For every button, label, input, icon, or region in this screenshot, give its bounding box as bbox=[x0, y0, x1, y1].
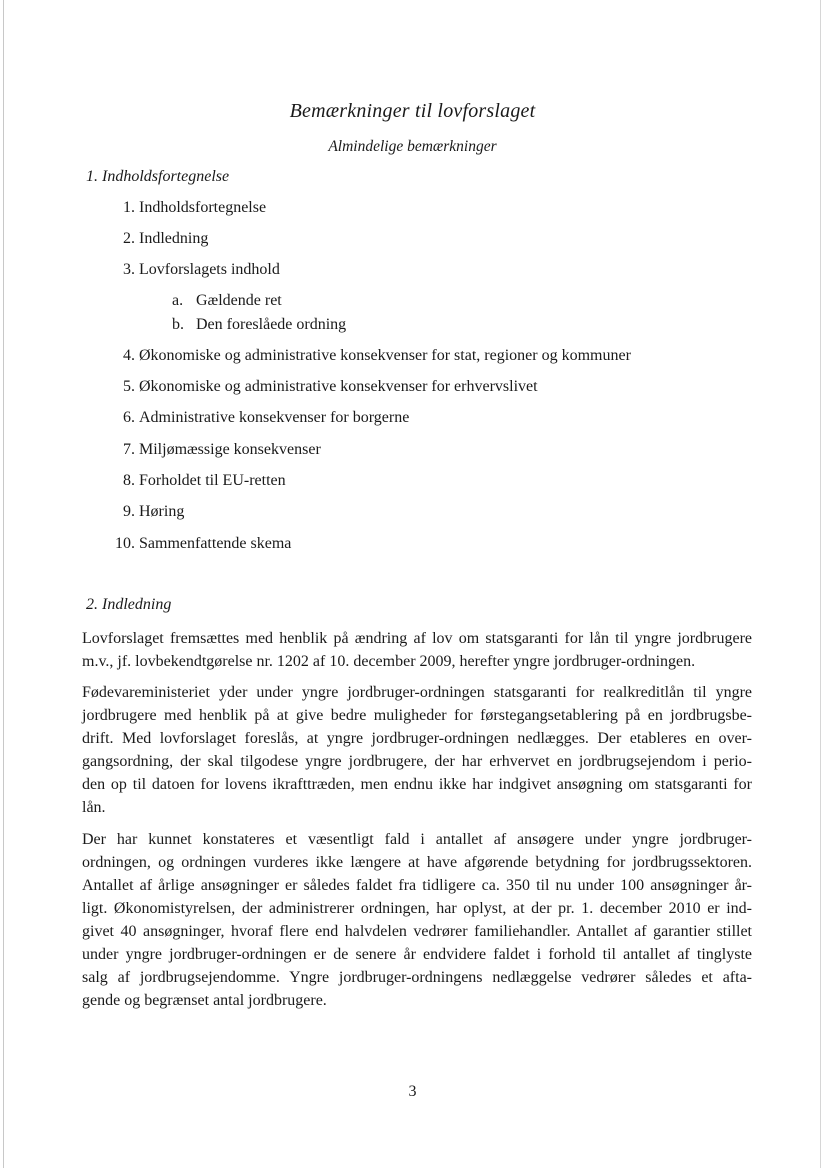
toc-item bbox=[104, 409, 409, 427]
scan-edge-left bbox=[3, 0, 4, 1168]
toc-item bbox=[104, 347, 631, 365]
text-line: drift. Med lovforslaget foreslås, at yngre jordbruger-ordningen nedlægges. Der etableres en over- bbox=[82, 730, 752, 747]
section-heading-toc: 1. Indholdsfortegnelse bbox=[86, 168, 230, 185]
toc-item bbox=[104, 261, 280, 279]
text-line: givet 40 ansøgninger, hvoraf flere end halvdelen vedrører familiehandler. Antallet af garantier stillet bbox=[82, 923, 752, 940]
toc-item-label: Administrative konsekvenser for borgerne bbox=[139, 409, 410, 426]
toc-item-number: 2. bbox=[123, 230, 135, 247]
toc-item-number: 6. bbox=[123, 409, 135, 426]
toc-item bbox=[104, 441, 321, 459]
text-line: lån. bbox=[82, 799, 106, 816]
toc-item-number: 10. bbox=[115, 535, 135, 552]
text-line: m.v., jf. lovbekendtgørelse nr. 1202 af 10. december 2009, herefter yngre jordbruger-ordningen. bbox=[82, 653, 696, 670]
toc-subitem-letter: b. bbox=[172, 316, 184, 333]
toc-item bbox=[104, 378, 538, 396]
toc-item bbox=[104, 230, 208, 248]
page-number: 3 bbox=[408, 1083, 417, 1100]
text-line: jordbrugere med henblik på at give bedre muligheder for førstegangsetablering på en jordbrugsbe- bbox=[82, 707, 752, 724]
toc-item bbox=[104, 503, 184, 521]
text-line: Antallet af årlige ansøgninger er således faldet fra tidligere ca. 350 til nu under 100 ansøgninger år- bbox=[82, 877, 752, 894]
text-line: gangsordning, der skal tilgodese yngre jordbrugere, der har erhvervet en jordbrugsejendom i perio- bbox=[82, 753, 752, 770]
section-heading-introduction: 2. Indledning bbox=[86, 596, 172, 613]
toc-item-number: 1. bbox=[123, 199, 135, 216]
body-paragraph bbox=[82, 828, 752, 1012]
toc-subitem-letter: a. bbox=[172, 292, 184, 309]
text-line: ligt. Økonomistyrelsen, der administrerer ordningen, har oplyst, at der pr. 1. december 2010 er ind- bbox=[82, 900, 752, 917]
toc-subitem bbox=[172, 292, 282, 310]
page-title: Bemærkninger til lovforslaget bbox=[289, 100, 536, 122]
body-paragraph bbox=[82, 681, 752, 819]
text-line: Lovforslaget fremsættes med henblik på ændring af lov om statsgaranti for lån til yngre jordbrugere bbox=[82, 630, 752, 647]
text-line: salg af jordbrugsejendomme. Yngre jordbruger-ordningens nedlæggelse vedrører således et afta- bbox=[82, 969, 752, 986]
toc-item-label: Økonomiske og administrative konsekvenser for stat, regioner og kommuner bbox=[139, 347, 631, 364]
page-subtitle: Almindelige bemærkninger bbox=[328, 138, 497, 155]
toc-item-label: Forholdet til EU-retten bbox=[139, 472, 286, 489]
toc-item-label: Indledning bbox=[139, 230, 209, 247]
toc-item-label: Økonomiske og administrative konsekvenser for erhvervslivet bbox=[139, 378, 538, 395]
toc-item-label: Høring bbox=[139, 503, 185, 520]
toc-item-label: Indholdsfortegnelse bbox=[139, 199, 267, 216]
toc-item bbox=[104, 535, 291, 553]
toc-item-label: Sammenfattende skema bbox=[139, 535, 292, 552]
text-line: ordningen, og ordningen vurderes ikke længere at have afgørende betydning for jordbrugssektoren. bbox=[82, 854, 752, 871]
toc-item-number: 9. bbox=[123, 503, 135, 520]
toc-subitem-label: Gældende ret bbox=[196, 292, 282, 309]
toc-item-label: Lovforslagets indhold bbox=[139, 261, 280, 278]
toc-item bbox=[104, 199, 266, 217]
toc-item bbox=[104, 472, 286, 490]
text-line: Der har kunnet konstateres et væsentligt fald i antallet af ansøgere under yngre jordbruger- bbox=[82, 831, 752, 848]
toc-item-number: 7. bbox=[123, 441, 135, 458]
toc-item-number: 3. bbox=[123, 261, 135, 278]
text-line: Fødevareministeriet yder under yngre jordbruger-ordningen statsgaranti for realkreditlån til yngre bbox=[82, 684, 752, 701]
text-line: den op til datoen for lovens ikrafttræden, men endnu ikke har indgivet ansøgning om statsgaranti for bbox=[82, 776, 752, 793]
toc-item-number: 4. bbox=[123, 347, 135, 364]
scan-edge-right bbox=[820, 0, 821, 1168]
toc-item-number: 5. bbox=[123, 378, 135, 395]
text-line: under yngre jordbruger-ordningen er de senere år endvidere faldet i forhold til antallet af tinglyste bbox=[82, 946, 752, 963]
toc-item-label: Miljømæssige konsekvenser bbox=[139, 441, 321, 458]
body-paragraph bbox=[82, 627, 752, 673]
text-line: gende og begrænset antal jordbrugere. bbox=[82, 992, 327, 1009]
toc-subitem-label: Den foreslåede ordning bbox=[196, 316, 347, 333]
toc-item-number: 8. bbox=[123, 472, 135, 489]
toc-subitem bbox=[172, 316, 346, 334]
